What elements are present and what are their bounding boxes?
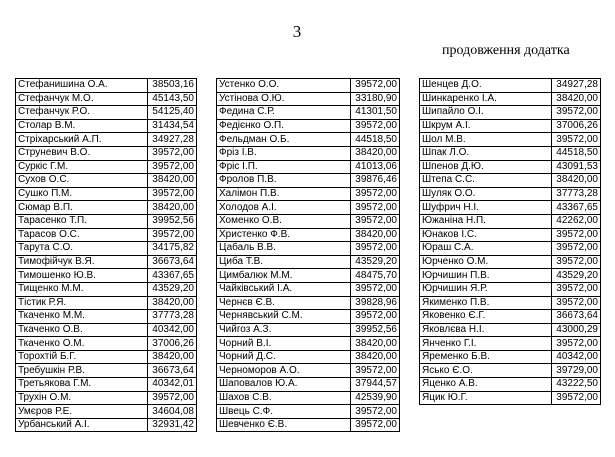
table-row — [16, 79, 197, 93]
table-row — [217, 269, 400, 283]
person-name: Яковенко Є.Г. — [420, 310, 552, 324]
table-row — [16, 350, 197, 364]
table-row — [217, 418, 400, 432]
amount: 39572,00 — [148, 160, 197, 174]
table-row — [217, 323, 400, 337]
amount: 39572,00 — [552, 242, 601, 256]
person-name: Фріз І.В. — [217, 146, 351, 160]
person-name: Юнаков І.С. — [420, 228, 552, 242]
table-row — [217, 160, 400, 174]
table-row — [420, 378, 601, 392]
table-row — [16, 160, 197, 174]
table-row — [217, 242, 400, 256]
person-name: Холодов А.І. — [217, 201, 351, 215]
person-name: Шипайло О.І. — [420, 106, 552, 120]
amount: 39572,00 — [552, 255, 601, 269]
person-name: Федина С.Р. — [217, 106, 351, 120]
person-name: Ткаченко О.В. — [16, 323, 148, 337]
table-row — [420, 160, 601, 174]
person-name: Шпенов Д.Ю. — [420, 160, 552, 174]
amount: 37773,28 — [552, 187, 601, 201]
table-row — [217, 119, 400, 133]
table-row — [217, 255, 400, 269]
person-name: Цабаль В.В. — [217, 242, 351, 256]
amount: 38420,00 — [351, 337, 400, 351]
table-row — [16, 378, 197, 392]
table-row — [16, 296, 197, 310]
amount: 39952,56 — [351, 323, 400, 337]
table-row — [420, 242, 601, 256]
table-row — [420, 228, 601, 242]
person-name: Ясько Є.О. — [420, 364, 552, 378]
table-row — [16, 106, 197, 120]
amount: 43529,20 — [351, 255, 400, 269]
amount: 43091,53 — [552, 160, 601, 174]
amount: 39572,00 — [351, 201, 400, 215]
table-row — [16, 92, 197, 106]
table-row — [16, 119, 197, 133]
table-row — [420, 174, 601, 188]
amount: 38420,00 — [148, 350, 197, 364]
table-row — [420, 133, 601, 147]
amount: 39572,00 — [351, 310, 400, 324]
table-row — [217, 201, 400, 215]
person-name: Шкрум А.І. — [420, 119, 552, 133]
person-name: Халімон П.В. — [217, 187, 351, 201]
person-name: Тищенко М.М. — [16, 282, 148, 296]
person-name: Тимофійчук В.Я. — [16, 255, 148, 269]
amount: 38420,00 — [351, 350, 400, 364]
person-name: Тарасенко Т.П. — [16, 214, 148, 228]
amount: 39572,00 — [148, 187, 197, 201]
table-row — [420, 201, 601, 215]
amount: 36673,64 — [552, 310, 601, 324]
person-name: Шол М.В. — [420, 133, 552, 147]
amount: 38420,00 — [552, 174, 601, 188]
amount: 38503,16 — [148, 79, 197, 93]
amount: 43000,29 — [552, 323, 601, 337]
person-name: Ткаченко О.М. — [16, 337, 148, 351]
table-row — [217, 364, 400, 378]
person-name: Яценко А.В. — [420, 378, 552, 392]
person-name: Яковлєва Н.І. — [420, 323, 552, 337]
amount: 39572,00 — [552, 391, 601, 405]
table-row — [420, 187, 601, 201]
amount: 40342,00 — [552, 350, 601, 364]
person-name: Сушко П.М. — [16, 187, 148, 201]
person-name: Требушкін Р.В. — [16, 364, 148, 378]
table-row — [16, 282, 197, 296]
person-name: Хоменко О.В. — [217, 214, 351, 228]
table-row — [217, 228, 400, 242]
person-name: Яцик Ю.Г. — [420, 391, 552, 405]
table-row — [16, 242, 197, 256]
amount: 34175,82 — [148, 242, 197, 256]
person-name: Стріхарський А.П. — [16, 133, 148, 147]
person-name: Шенцев Д.О. — [420, 79, 552, 93]
continuation-heading: продовження додатка — [442, 43, 570, 58]
amount: 39572,00 — [351, 187, 400, 201]
table-row — [16, 187, 197, 201]
amount: 39952,56 — [148, 214, 197, 228]
table-row — [16, 391, 197, 405]
amount: 44518,50 — [552, 146, 601, 160]
table-row — [16, 133, 197, 147]
amount: 39572,00 — [351, 364, 400, 378]
amount: 39572,00 — [552, 282, 601, 296]
amount: 41301,50 — [351, 106, 400, 120]
table-row — [420, 214, 601, 228]
table-row — [16, 174, 197, 188]
person-name: Юрчишин Я.Р. — [420, 282, 552, 296]
table-row — [217, 405, 400, 419]
person-name: Ткаченко М.М. — [16, 310, 148, 324]
table-row — [217, 310, 400, 324]
table-row — [16, 228, 197, 242]
amount: 37944,57 — [351, 378, 400, 392]
person-name: Шуфрич Н.І. — [420, 201, 552, 215]
person-name: Чорний В.І. — [217, 337, 351, 351]
amount: 33180,90 — [351, 92, 400, 106]
person-name: Шуляк О.О. — [420, 187, 552, 201]
person-name: Штепа С.С. — [420, 174, 552, 188]
person-name: Цимбалюк М.М. — [217, 269, 351, 283]
person-name: Циба Т.В. — [217, 255, 351, 269]
person-name: Умєров Р.Е. — [16, 405, 148, 419]
table-row — [420, 255, 601, 269]
person-name: Суркіс Г.М. — [16, 160, 148, 174]
table-row — [420, 337, 601, 351]
table-row — [420, 282, 601, 296]
table-row — [420, 119, 601, 133]
table-row — [420, 296, 601, 310]
person-name: Третьякова Г.М. — [16, 378, 148, 392]
person-name: Тістик Р.Я. — [16, 296, 148, 310]
table-row — [217, 133, 400, 147]
amount: 37006,26 — [148, 337, 197, 351]
table-row — [217, 337, 400, 351]
person-name: Чернєв Є.В. — [217, 296, 351, 310]
table-row — [217, 378, 400, 392]
table-row — [16, 255, 197, 269]
person-name: Янченко Г.І. — [420, 337, 552, 351]
amount: 43529,20 — [552, 269, 601, 283]
person-name: Христенко Ф.В. — [217, 228, 351, 242]
person-name: Струневич В.О. — [16, 146, 148, 160]
person-name: Шпак Л.О. — [420, 146, 552, 160]
salary-table-column-1 — [15, 78, 197, 432]
person-name: Федієнко О.П. — [217, 119, 351, 133]
person-name: Южаніна Н.П. — [420, 214, 552, 228]
table-row — [420, 92, 601, 106]
table-row — [217, 391, 400, 405]
amount: 38420,00 — [148, 174, 197, 188]
table-row — [16, 269, 197, 283]
person-name: Стефанчук Р.О. — [16, 106, 148, 120]
amount: 39572,00 — [351, 282, 400, 296]
person-name: Тарасов О.С. — [16, 228, 148, 242]
table-row — [16, 364, 197, 378]
table-row — [16, 405, 197, 419]
amount: 40342,00 — [148, 323, 197, 337]
table-row — [217, 106, 400, 120]
amount: 39572,00 — [351, 214, 400, 228]
person-name: Тимошенко Ю.В. — [16, 269, 148, 283]
amount: 39572,00 — [351, 418, 400, 432]
person-name: Трухін О.М. — [16, 391, 148, 405]
amount: 43367,65 — [552, 201, 601, 215]
amount: 39572,00 — [351, 79, 400, 93]
table-row — [217, 92, 400, 106]
person-name: Стефанчук М.О. — [16, 92, 148, 106]
table-row — [217, 187, 400, 201]
table-row — [16, 201, 197, 215]
table-row — [16, 418, 197, 432]
person-name: Фельдман О.Б. — [217, 133, 351, 147]
person-name: Стефанишина О.А. — [16, 79, 148, 93]
person-name: Якименко П.В. — [420, 296, 552, 310]
amount: 38420,00 — [351, 146, 400, 160]
table-row — [217, 79, 400, 93]
amount: 39876,46 — [351, 174, 400, 188]
amount: 43367,65 — [148, 269, 197, 283]
table-row — [420, 391, 601, 405]
table-row — [217, 214, 400, 228]
table-row — [16, 214, 197, 228]
person-name: Чайківський І.А. — [217, 282, 351, 296]
person-name: Юрченко О.М. — [420, 255, 552, 269]
amount: 39572,00 — [148, 228, 197, 242]
amount: 34927,28 — [552, 79, 601, 93]
table-row — [217, 174, 400, 188]
amount: 34604,08 — [148, 405, 197, 419]
amount: 39572,00 — [552, 106, 601, 120]
table-row — [420, 146, 601, 160]
amount: 39729,00 — [552, 364, 601, 378]
amount: 39572,00 — [552, 337, 601, 351]
amount: 39572,00 — [552, 228, 601, 242]
amount: 39828,96 — [351, 296, 400, 310]
amount: 34927,28 — [148, 133, 197, 147]
person-name: Фріс І.П. — [217, 160, 351, 174]
person-name: Тарута С.О. — [16, 242, 148, 256]
person-name: Юраш С.А. — [420, 242, 552, 256]
person-name: Сухов О.С. — [16, 174, 148, 188]
person-name: Торохтій Б.Г. — [16, 350, 148, 364]
person-name: Чернявський С.М. — [217, 310, 351, 324]
amount: 36673,64 — [148, 364, 197, 378]
amount: 48475,70 — [351, 269, 400, 283]
amount: 36673,64 — [148, 255, 197, 269]
person-name: Шевченко Є.В. — [217, 418, 351, 432]
table-row — [420, 269, 601, 283]
amount: 38420,00 — [552, 92, 601, 106]
table-row — [217, 146, 400, 160]
person-name: Столар В.М. — [16, 119, 148, 133]
amount: 39572,00 — [148, 146, 197, 160]
amount: 42539,90 — [351, 391, 400, 405]
amount: 45143,50 — [148, 92, 197, 106]
person-name: Яременко Б.В. — [420, 350, 552, 364]
amount: 39572,00 — [351, 405, 400, 419]
page-number: 3 — [292, 22, 302, 41]
amount: 38420,00 — [351, 228, 400, 242]
person-name: Шаповалов Ю.А. — [217, 378, 351, 392]
amount: 40342,01 — [148, 378, 197, 392]
person-name: Сюмар В.П. — [16, 201, 148, 215]
person-name: Швець С.Ф. — [217, 405, 351, 419]
amount: 39572,00 — [552, 296, 601, 310]
amount: 37773,28 — [148, 310, 197, 324]
table-row — [420, 79, 601, 93]
person-name: Юрчишин П.В. — [420, 269, 552, 283]
table-row — [420, 323, 601, 337]
person-name: Чийгоз А.З. — [217, 323, 351, 337]
table-row — [217, 350, 400, 364]
table-row — [16, 323, 197, 337]
amount: 37006,26 — [552, 119, 601, 133]
amount: 38420,00 — [148, 296, 197, 310]
salary-table-column-3 — [419, 78, 601, 405]
amount: 44518,50 — [351, 133, 400, 147]
person-name: Урбанський А.І. — [16, 418, 148, 432]
person-name: Шинкаренко І.А. — [420, 92, 552, 106]
table-row — [420, 106, 601, 120]
amount: 38420,00 — [148, 201, 197, 215]
person-name: Шахов С.В. — [217, 391, 351, 405]
amount: 43222,50 — [552, 378, 601, 392]
person-name: Устінова О.Ю. — [217, 92, 351, 106]
amount: 39572,00 — [552, 133, 601, 147]
table-row — [420, 350, 601, 364]
amount: 42262,00 — [552, 214, 601, 228]
person-name: Фролов П.В. — [217, 174, 351, 188]
person-name: Чорний Д.С. — [217, 350, 351, 364]
table-row — [217, 296, 400, 310]
person-name: Черноморов А.О. — [217, 364, 351, 378]
table-row — [16, 146, 197, 160]
amount: 43529,20 — [148, 282, 197, 296]
person-name: Устенко О.О. — [217, 79, 351, 93]
table-row — [420, 364, 601, 378]
salary-table-column-2 — [216, 78, 400, 432]
amount: 31434,54 — [148, 119, 197, 133]
amount: 39572,00 — [351, 119, 400, 133]
amount: 54125,40 — [148, 106, 197, 120]
table-row — [420, 310, 601, 324]
amount: 32931,42 — [148, 418, 197, 432]
table-row — [16, 337, 197, 351]
table-row — [16, 310, 197, 324]
amount: 39572,00 — [148, 391, 197, 405]
amount: 39572,00 — [351, 242, 400, 256]
table-row — [217, 282, 400, 296]
amount: 41013,06 — [351, 160, 400, 174]
